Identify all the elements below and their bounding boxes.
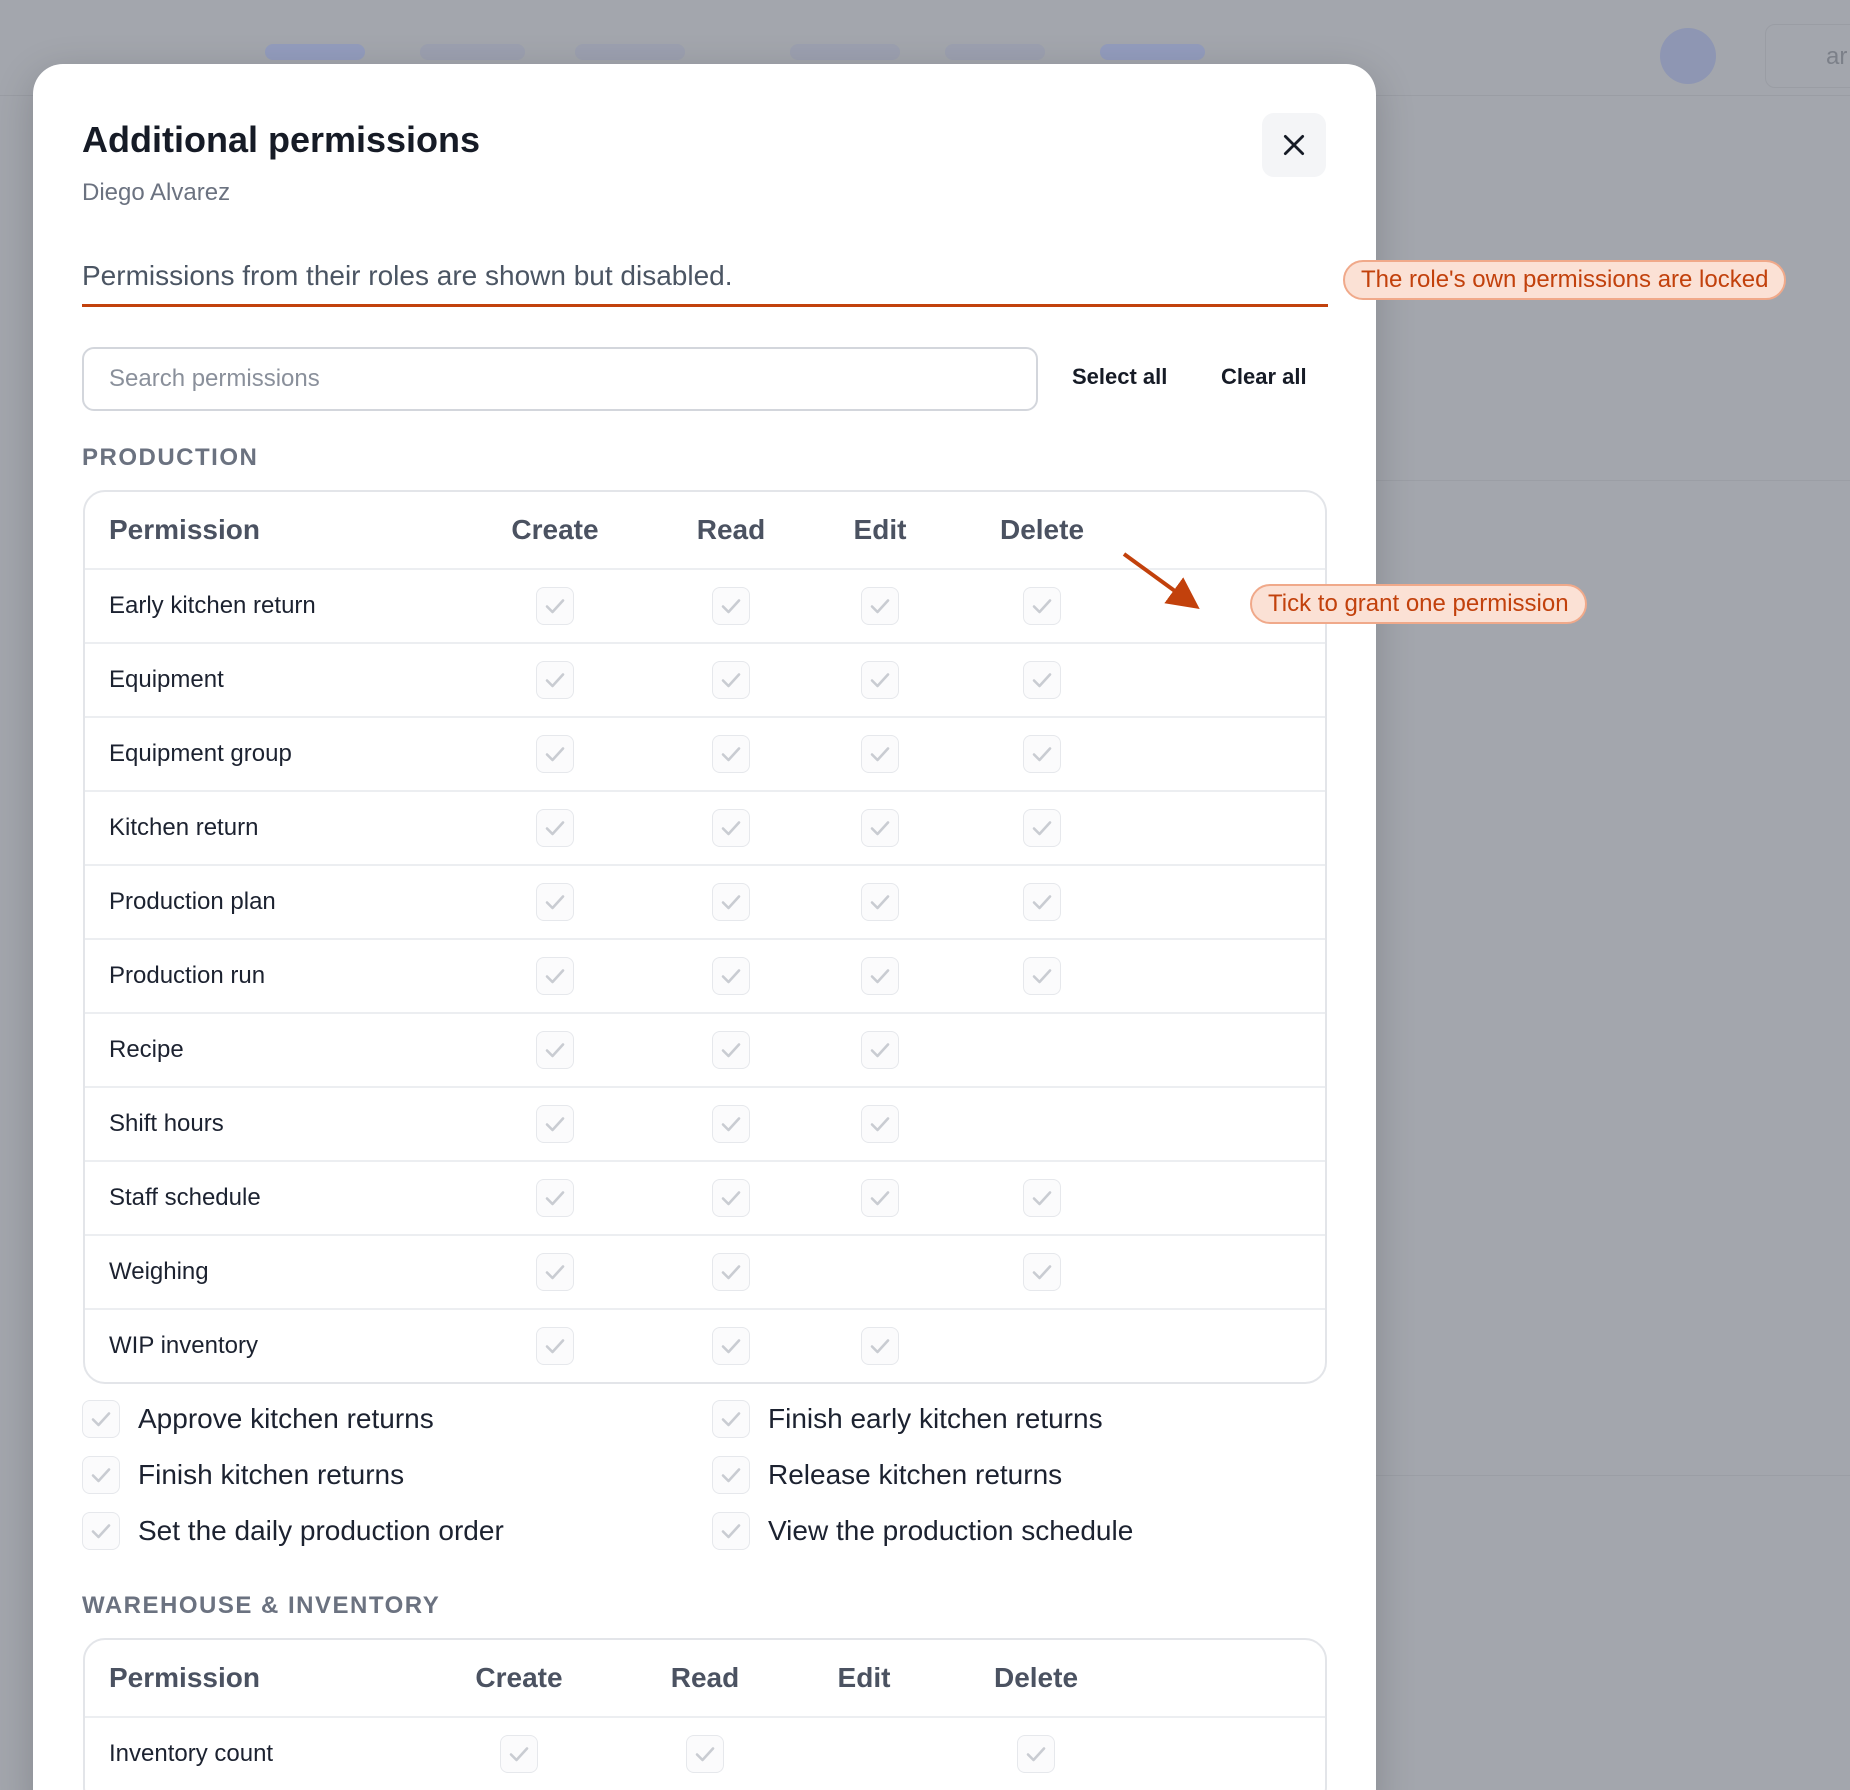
checkbox-create[interactable] [536, 735, 574, 773]
permission-name: Shift hours [109, 1110, 224, 1137]
checkbox-create[interactable] [500, 1735, 538, 1773]
checkbox-read[interactable] [712, 1179, 750, 1217]
check-icon [1030, 816, 1054, 840]
check-icon [868, 668, 892, 692]
section-label-production: PRODUCTION [82, 444, 259, 471]
column-header-permission: Permission [109, 1662, 260, 1693]
extra-permission-label: Approve kitchen returns [138, 1403, 434, 1434]
column-header-edit: Edit [853, 514, 907, 545]
check-icon [719, 1463, 743, 1487]
check-icon [719, 816, 743, 840]
locked-permissions-callout: The role's own permissions are locked [1343, 260, 1786, 300]
checkbox-edit[interactable] [861, 809, 899, 847]
check-icon [868, 816, 892, 840]
table-row [85, 1716, 1325, 1790]
checkbox-delete[interactable] [1023, 1253, 1061, 1291]
table-row [85, 1086, 1325, 1160]
permission-name: Equipment group [109, 740, 292, 767]
checkbox-read[interactable] [712, 1327, 750, 1365]
table-row [85, 1160, 1325, 1234]
checkbox-create[interactable] [536, 1253, 574, 1291]
checkbox-create[interactable] [536, 1105, 574, 1143]
permissions-table-warehouse [83, 1638, 1327, 1790]
check-icon [719, 594, 743, 618]
check-icon [507, 1742, 531, 1766]
check-icon [868, 1334, 892, 1358]
note-highlight-underline [82, 304, 1328, 307]
extra-permission-checkbox[interactable] [712, 1400, 750, 1438]
checkbox-read[interactable] [712, 809, 750, 847]
check-icon [719, 1334, 743, 1358]
search-input[interactable] [82, 347, 1038, 411]
check-icon [693, 1742, 717, 1766]
column-header-edit: Edit [837, 1662, 891, 1693]
close-icon [1281, 132, 1307, 158]
checkbox-read[interactable] [712, 1105, 750, 1143]
check-icon [868, 1112, 892, 1136]
check-icon [89, 1407, 113, 1431]
extra-permission-item [82, 1456, 404, 1494]
check-icon [1024, 1742, 1048, 1766]
callout-arrow-icon [1120, 550, 1200, 610]
check-icon [543, 816, 567, 840]
check-icon [543, 742, 567, 766]
check-icon [543, 594, 567, 618]
checkbox-edit[interactable] [861, 1327, 899, 1365]
background-nav-item [420, 44, 525, 60]
checkbox-create[interactable] [536, 809, 574, 847]
checkbox-edit[interactable] [861, 957, 899, 995]
background-nav-item [790, 44, 900, 60]
background-button: ar [1765, 24, 1850, 88]
check-icon [719, 890, 743, 914]
extra-permission-item [712, 1456, 1062, 1494]
check-icon [1030, 668, 1054, 692]
extra-permission-label: Set the daily production order [138, 1515, 504, 1546]
check-icon [868, 1186, 892, 1210]
check-icon [868, 742, 892, 766]
checkbox-create[interactable] [536, 1179, 574, 1217]
background-nav-item [265, 44, 365, 60]
permission-name: Weighing [109, 1258, 209, 1285]
checkbox-delete[interactable] [1017, 1735, 1055, 1773]
column-header-read: Read [696, 514, 766, 545]
background-divider [1376, 480, 1850, 481]
extra-permission-checkbox[interactable] [712, 1456, 750, 1494]
check-icon [1030, 742, 1054, 766]
checkbox-delete[interactable] [1023, 1179, 1061, 1217]
check-icon [543, 1334, 567, 1358]
extra-permission-checkbox[interactable] [82, 1512, 120, 1550]
background-nav-item [1100, 44, 1205, 60]
check-icon [1030, 964, 1054, 988]
section-label-warehouse-inventory: WAREHOUSE & INVENTORY [82, 1592, 441, 1619]
check-icon [719, 1260, 743, 1284]
permission-name: Early kitchen return [109, 592, 316, 619]
check-icon [868, 594, 892, 618]
checkbox-delete[interactable] [1023, 809, 1061, 847]
check-icon [89, 1519, 113, 1543]
checkbox-delete[interactable] [1023, 957, 1061, 995]
check-icon [543, 1112, 567, 1136]
checkbox-delete[interactable] [1023, 735, 1061, 773]
checkbox-read[interactable] [712, 883, 750, 921]
table-row [85, 1234, 1325, 1308]
check-icon [543, 890, 567, 914]
check-icon [1030, 890, 1054, 914]
checkbox-create[interactable] [536, 661, 574, 699]
checkbox-edit[interactable] [861, 1179, 899, 1217]
extra-permission-label: Release kitchen returns [768, 1459, 1063, 1490]
permission-name: Inventory count [109, 1740, 274, 1767]
check-icon [543, 1260, 567, 1284]
extra-permission-checkbox[interactable] [82, 1456, 120, 1494]
table-row [85, 1012, 1325, 1086]
checkbox-read[interactable] [712, 587, 750, 625]
background-nav-item [945, 44, 1045, 60]
table-row [85, 716, 1325, 790]
check-icon [1030, 594, 1054, 618]
clear-all-button[interactable]: Clear all [1221, 364, 1307, 389]
extra-permission-label: Finish early kitchen returns [768, 1403, 1103, 1434]
extra-permission-label: Finish kitchen returns [138, 1459, 405, 1490]
checkbox-read[interactable] [686, 1735, 724, 1773]
checkbox-edit[interactable] [861, 883, 899, 921]
check-icon [1030, 1186, 1054, 1210]
table-row [85, 938, 1325, 1012]
permission-name: Equipment [109, 666, 224, 693]
extra-permission-checkbox[interactable] [712, 1512, 750, 1550]
permission-name: Recipe [109, 1036, 184, 1063]
table-row [85, 864, 1325, 938]
background-avatar [1660, 28, 1716, 84]
checkbox-delete[interactable] [1023, 587, 1061, 625]
extra-permission-label: View the production schedule [768, 1515, 1134, 1546]
check-icon [543, 668, 567, 692]
checkbox-edit[interactable] [861, 1105, 899, 1143]
permission-name: WIP inventory [109, 1332, 258, 1359]
checkbox-read[interactable] [712, 1031, 750, 1069]
checkbox-edit[interactable] [861, 1031, 899, 1069]
background-nav-item [575, 44, 685, 60]
check-icon [868, 964, 892, 988]
extra-permission-item [712, 1400, 1103, 1438]
check-icon [719, 742, 743, 766]
check-icon [719, 1186, 743, 1210]
checkbox-delete[interactable] [1023, 883, 1061, 921]
permission-name: Production run [109, 962, 266, 989]
checkbox-edit[interactable] [861, 661, 899, 699]
check-icon [719, 1519, 743, 1543]
checkbox-create[interactable] [536, 1327, 574, 1365]
modal-title: Additional permissions [82, 119, 481, 160]
checkbox-read[interactable] [712, 735, 750, 773]
checkbox-create[interactable] [536, 1031, 574, 1069]
check-icon [543, 1186, 567, 1210]
check-icon [89, 1463, 113, 1487]
extra-permission-item [82, 1400, 434, 1438]
table-row [85, 642, 1325, 716]
permissions-table-production [83, 490, 1327, 1384]
role-permissions-note: Permissions from their roles are shown but disabled. [82, 260, 733, 291]
extra-permission-checkbox[interactable] [82, 1400, 120, 1438]
column-header-permission: Permission [109, 514, 260, 545]
checkbox-read[interactable] [712, 957, 750, 995]
modal-subtitle: Diego Alvarez [82, 179, 231, 206]
check-icon [719, 964, 743, 988]
permissions-modal [33, 64, 1376, 1790]
extra-permission-item [82, 1512, 504, 1550]
permission-name: Kitchen return [109, 814, 259, 841]
table-header-row [85, 1640, 1325, 1716]
checkbox-edit[interactable] [861, 587, 899, 625]
check-icon [868, 1038, 892, 1062]
column-header-delete: Delete [993, 1662, 1079, 1693]
check-icon [868, 890, 892, 914]
check-icon [719, 1038, 743, 1062]
checkbox-create[interactable] [536, 587, 574, 625]
checkbox-delete[interactable] [1023, 661, 1061, 699]
check-icon [543, 964, 567, 988]
extra-permission-item [712, 1512, 1133, 1550]
check-icon [1030, 1260, 1054, 1284]
select-all-button[interactable]: Select all [1072, 364, 1168, 389]
background-divider [1376, 1475, 1850, 1476]
permission-name: Production plan [109, 888, 276, 915]
check-icon [719, 668, 743, 692]
checkbox-create[interactable] [536, 957, 574, 995]
check-icon [719, 1112, 743, 1136]
checkbox-create[interactable] [536, 883, 574, 921]
column-header-create: Create [511, 514, 599, 545]
checkbox-read[interactable] [712, 1253, 750, 1291]
checkbox-edit[interactable] [861, 735, 899, 773]
close-button[interactable] [1262, 113, 1326, 177]
column-header-read: Read [670, 1662, 740, 1693]
checkbox-read[interactable] [712, 661, 750, 699]
check-icon [719, 1407, 743, 1431]
column-header-create: Create [475, 1662, 563, 1693]
check-icon [543, 1038, 567, 1062]
permission-name: Staff schedule [109, 1184, 261, 1211]
table-row [85, 790, 1325, 864]
column-header-delete: Delete [999, 514, 1085, 545]
tick-permission-callout: Tick to grant one permission [1250, 584, 1587, 624]
table-row [85, 1308, 1325, 1382]
